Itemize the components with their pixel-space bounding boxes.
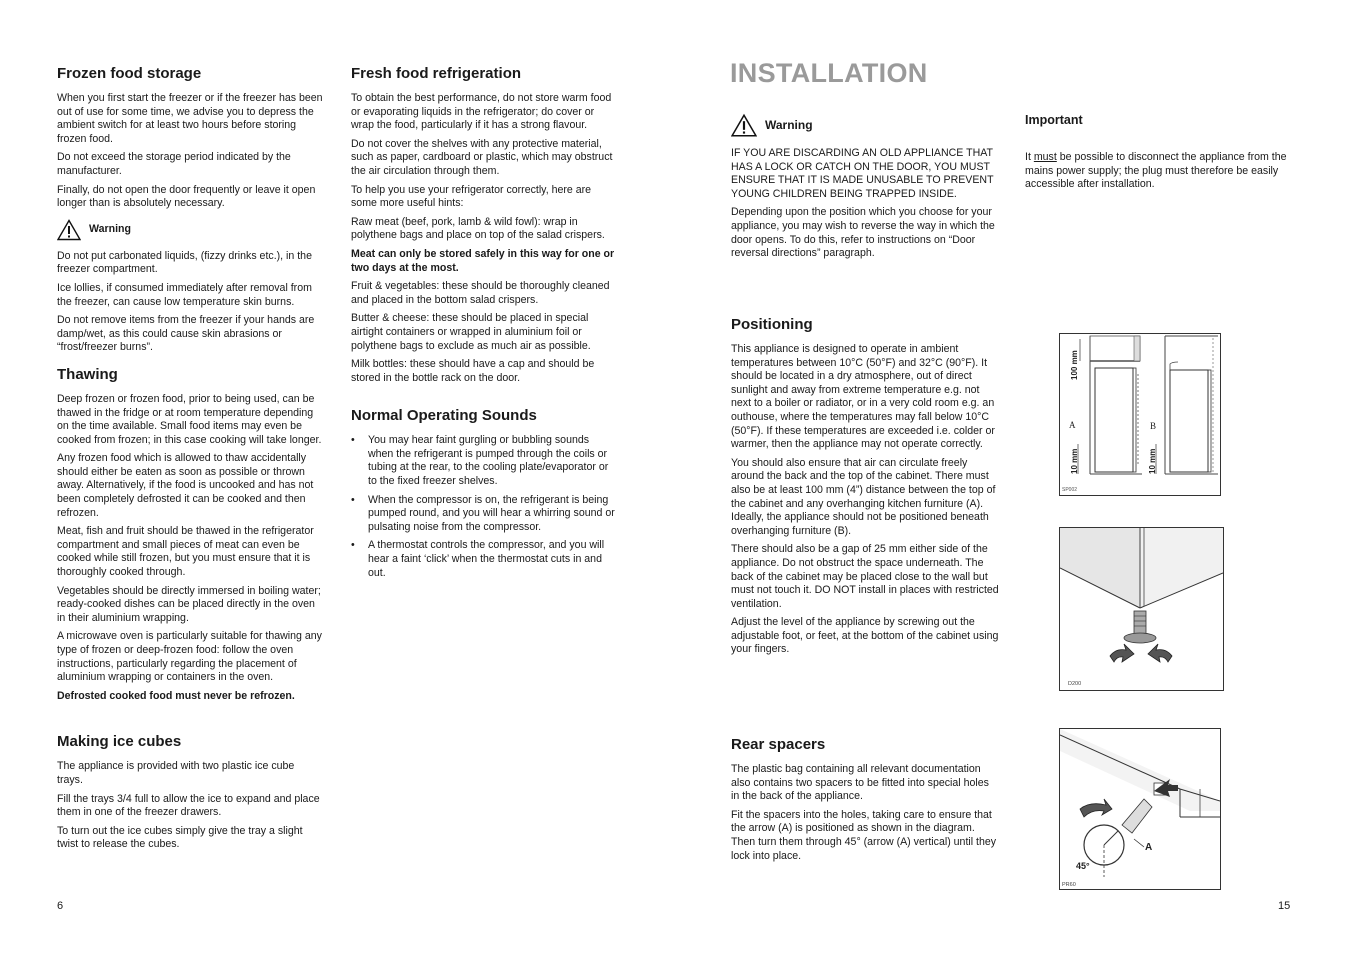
fresh-paragraph-1: To obtain the best performance, do not store warm food or evaporating liquids in the refrigerator; do cover or wrap the food, particularly if it has a strong flavour. <box>351 92 612 132</box>
frozen-paragraph-1: When you first start the freezer or if the freezer has been out of use for some time, we advise you to depress the ambient switch for at least two hours before storing frozen food. <box>57 92 323 145</box>
figure-code: D200 <box>1068 681 1082 687</box>
thawing-heading: Thawing <box>57 365 118 383</box>
warning-paragraph-1: Do not put carbonated liquids, (fizzy drinks etc.), in the freezer compartment. <box>57 249 312 276</box>
right-column-1 <box>731 113 999 266</box>
thawing-bold-note: Defrosted cooked food must never be refrozen. <box>57 689 295 702</box>
positioning-paragraph-1: This appliance is designed to operate in ambient temperatures between 10°C (50°F) and 32°C (90°F). It should be located in a dry atmosphere, out of direct sunlight and away from extreme temperature e.g. not next to a boiler or radiator, or in a very cold room e.g. an outhouse, where the temperatures may fall below 10°C (50°F). If these temperatures are exceeded i.e. colder or warmer, then the appliance may not operate correctly. <box>731 343 995 451</box>
fresh-paragraph-2: Do not cover the shelves with any protective material, such as paper, cardboard or plastic, which may obstruct the air circulation through them. <box>351 137 613 177</box>
figure-code: PR60 <box>1062 882 1076 888</box>
label-b: B <box>1150 421 1157 431</box>
thawing-paragraph-2: Any frozen food which is allowed to thaw accidentally should either be eaten as soon as possible or thrown away. Alternatively, if the food is uncooked and has not been completely defrosted it can be cooked and then refrozen. <box>57 452 314 519</box>
sounds-list <box>351 434 617 580</box>
list-item: • A thermostat controls the compressor, and you will hear a faint ‘click’ when the thermostat cuts in and out. <box>351 539 617 580</box>
fresh-bold-note: Meat can only be stored safely in this way for one or two days at the most. <box>351 247 615 274</box>
installation-warning-caps: IF YOU ARE DISCARDING AN OLD APPLIANCE THAT HAS A LOCK OR CATCH ON THE DOOR, YOU MUST ENSURE THAT IT IS MADE UNUSABLE TO PREVENT YOUNG CHILDREN BEING TRAPPED INSIDE. <box>731 147 994 200</box>
label-10mm-a: 10 mm <box>1070 448 1079 474</box>
ice-paragraph-2: Fill the trays 3/4 full to allow the ice to expand and place them in one of the freezer drawers. <box>57 792 320 819</box>
thawing-paragraph-3: Meat, fish and fruit should be thawed in the refrigerator compartment and small pieces of meat can even be cooked while still frozen, but you must ensure that it is thoroughly cooked through. <box>57 525 314 579</box>
important-heading: Important <box>1025 113 1083 127</box>
rear-spacers-diagram <box>1060 729 1220 889</box>
warning-label: Warning <box>765 117 813 132</box>
positioning-heading: Positioning <box>731 316 813 333</box>
label-10mm-b: 10 mm <box>1148 448 1157 474</box>
page-number-left: 6 <box>57 900 64 912</box>
warning-paragraph-2: Ice lollies, if consumed immediately after removal from the freezer, can cause low temperature skin burns. <box>57 281 312 308</box>
fresh-paragraph-7: Milk bottles: these should have a cap and should be stored in the bottle rack on the door. <box>351 358 595 384</box>
left-column-2 <box>351 65 617 585</box>
thawing-paragraph-1: Deep frozen or frozen food, prior to being used, can be thawed in the fridge or at room temperature depending on the time available. Small food items may even be cooked from frozen; in this case cooking will take longer. <box>57 392 322 446</box>
adjustable-foot-figure <box>1059 527 1224 691</box>
ice-paragraph-1: The appliance is provided with two plastic ice cube trays. <box>57 760 295 786</box>
label-45-degrees: 45° <box>1076 861 1090 871</box>
clearance-diagram-figure <box>1059 333 1221 496</box>
adjustable-foot-diagram <box>1060 528 1223 690</box>
fresh-paragraph-4: Raw meat (beef, pork, lamb & wild fowl): wrap in polythene bags and place on top of the salad crispers. <box>351 215 605 242</box>
warning-triangle-icon <box>731 113 757 138</box>
normal-operating-sounds-heading: Normal Operating Sounds <box>351 407 537 425</box>
label-a: A <box>1069 420 1076 430</box>
label-100mm: 100 mm <box>1070 350 1079 380</box>
thawing-paragraph-4: Vegetables should be directly immersed in boiling water; ready-cooked dishes can be placed directly in the oven in their aluminium wrapping. <box>57 584 321 624</box>
installation-warning-paragraph-2: Depending upon the position which you choose for your appliance, you may wish to reverse the way in which the door opens. To do this, refer to instructions on “Door reversal directions” paragraph. <box>731 206 995 260</box>
positioning-paragraph-2: You should also ensure that air can circulate freely around the back and the top of the cabinet. There must also be at least 100 mm (4”) distance between the top of the cabinet and any overhanging kitchen furniture (A). Ideally, the appliance should not be positioned beneath overhanging furniture (B). <box>731 456 996 537</box>
frozen-paragraph-2: Do not exceed the storage period indicated by the manufacturer. <box>57 151 291 177</box>
fresh-paragraph-6: Butter & cheese: these should be placed in special airtight containers or wrapped in aluminium foil or polythene bags to exclude as much air as possible. <box>351 312 591 352</box>
must-underlined: must <box>1033 151 1057 163</box>
clearance-diagram <box>1060 334 1220 495</box>
freezer-warning-header <box>57 219 323 241</box>
positioning-paragraph-3: There should also be a gap of 25 mm either side of the appliance. Do not obstruct the space underneath. The back of the cabinet may be placed close to the wall but must not touch it. DO NOT install in places with restricted ventilation. <box>731 543 999 610</box>
left-column-1 <box>57 65 323 857</box>
making-ice-cubes-heading: Making ice cubes <box>57 733 182 751</box>
frozen-paragraph-3: Finally, do not open the door frequently or leave it open longer than is absolutely necessary. <box>57 183 316 210</box>
fresh-paragraph-5: Fruit & vegetables: these should be thoroughly cleaned and placed in the bottom salad crispers. <box>351 280 610 306</box>
figure-code: SP002 <box>1062 487 1078 493</box>
warning-label: Warning <box>89 222 131 235</box>
ice-paragraph-3: To turn out the ice cubes simply give the tray a slight twist to release the cubes. <box>57 824 303 851</box>
important-paragraph: It must be possible to disconnect the appliance from the mains power supply; the plug must therefore be easily accessible after installation. <box>1025 151 1287 191</box>
warning-paragraph-3: Do not remove items from the freezer if your hands are damp/wet, as this could cause skin abrasions or “frost/freezer burns”. <box>57 314 315 354</box>
rear-spacers-paragraph-1: The plastic bag containing all relevant documentation also contains two spacers to be fitted into special holes in the back of the appliance. <box>731 763 989 803</box>
label-a: A <box>1145 842 1153 853</box>
list-item: • When the compressor is on, the refrigerant is being pumped round, and you will hear a whirring sound or pulsating noise from the compressor. <box>351 494 617 535</box>
thawing-paragraph-5: A microwave oven is particularly suitable for thawing any type of frozen or deep-frozen food: follow the oven instructions, particularly regarding the placement of aluminium wrapping or containers in the oven. <box>57 630 322 684</box>
frozen-food-storage-heading: Frozen food storage <box>57 65 202 82</box>
rear-spacers-paragraph-2: Fit the spacers into the holes, taking care to ensure that the arrow (A) is positioned as shown in the diagram. Then turn them through 45° (arrow (A) vertical) until they lock into place. <box>731 808 997 862</box>
rear-spacers-figure <box>1059 728 1221 890</box>
rear-spacers-heading: Rear spacers <box>731 736 826 753</box>
rear-spacers-section <box>731 736 999 868</box>
installation-title: INSTALLATION <box>730 58 928 88</box>
positioning-paragraph-4: Adjust the level of the appliance by screwing out the adjustable foot, or feet, at the bottom of the cabinet using your fingers. <box>731 616 999 656</box>
fresh-food-refrigeration-heading: Fresh food refrigeration <box>351 65 522 82</box>
list-item: • You may hear faint gurgling or bubbling sounds when the refrigerant is pumped through the coils or tubing at the rear, to the cooling plate/evaporator or to the fixed freezer shelves. <box>351 434 617 488</box>
right-column-2-important <box>1025 111 1293 197</box>
positioning-section <box>731 316 999 662</box>
fresh-paragraph-3: To help you use your refrigerator correctly, here are some more useful hints: <box>351 183 592 210</box>
installation-warning-header <box>731 113 999 138</box>
warning-triangle-icon <box>57 219 81 241</box>
page-number-right: 15 <box>1278 900 1291 912</box>
